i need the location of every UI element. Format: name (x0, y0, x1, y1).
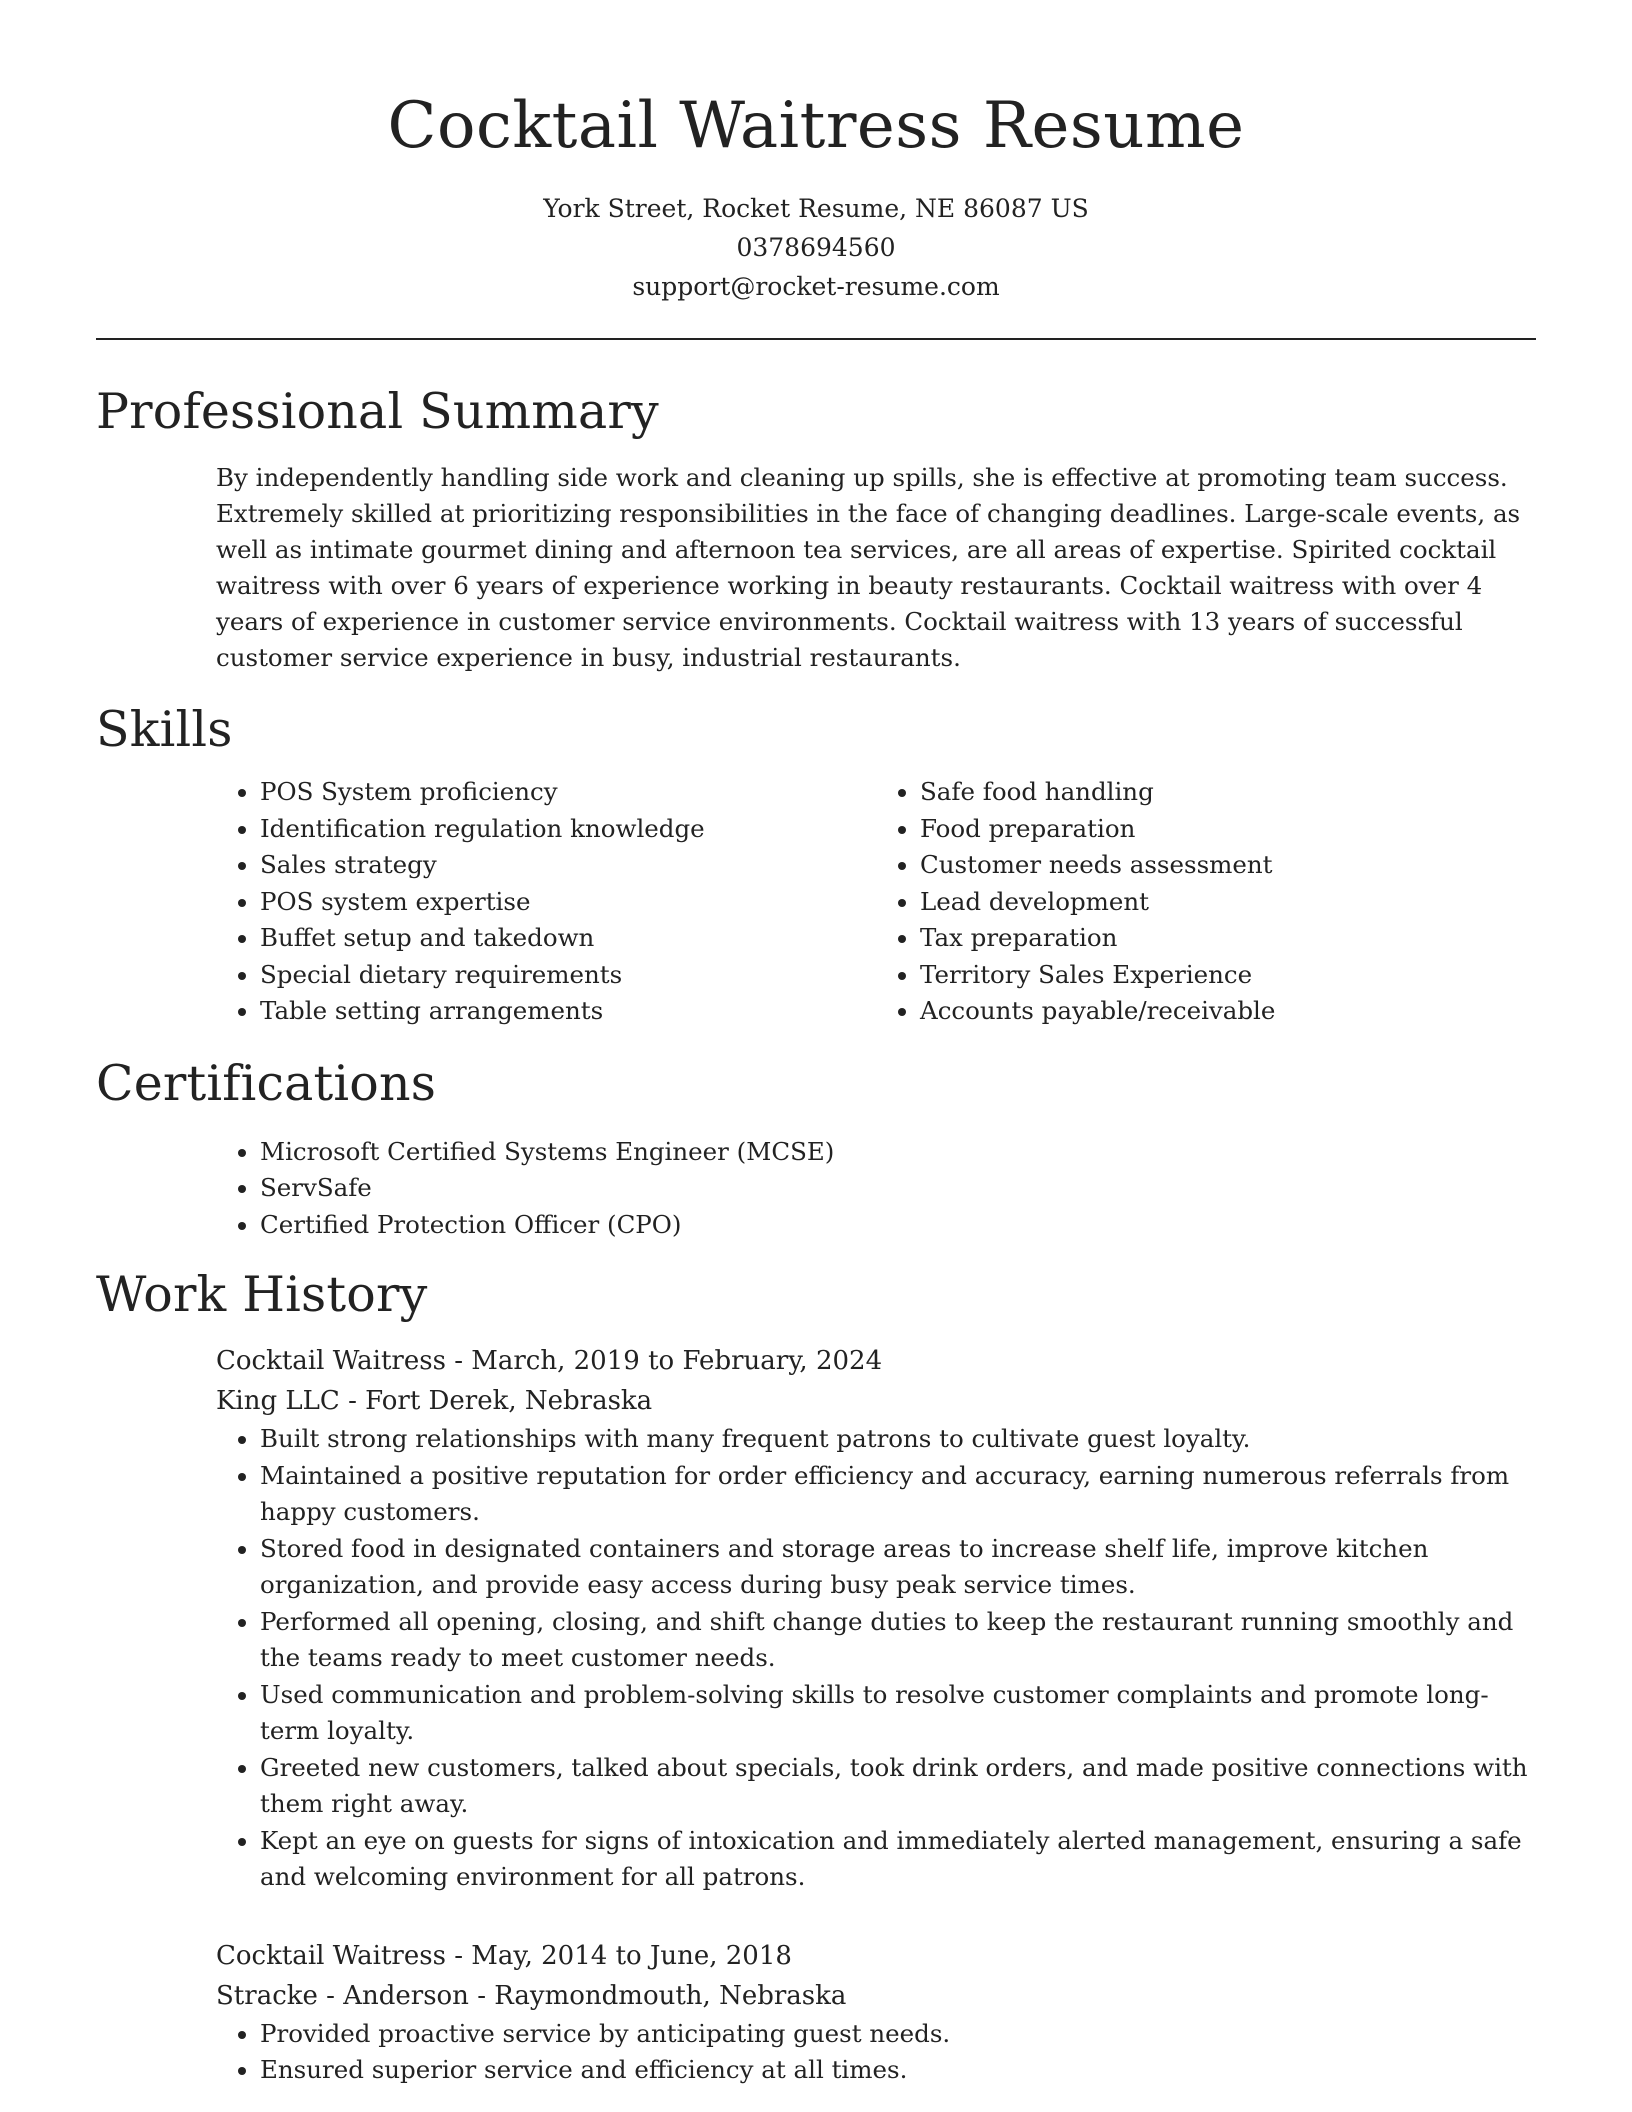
certifications-list (216, 1134, 1536, 1244)
job-entry (216, 1936, 1536, 2089)
skill-item: • POS System proficiency (260, 774, 876, 811)
skills-list-right (876, 774, 1536, 1030)
skill-item: • Table setting arrangements (260, 993, 876, 1030)
resume-page (96, 0, 1536, 2089)
skills-columns (216, 774, 1536, 1030)
skill-item: • Lead development (920, 884, 1536, 921)
certifications-heading: Certifications (96, 1054, 437, 1112)
job-duty: • Built strong relationships with many frequent patrons to cultivate guest loyalty. (260, 1421, 1536, 1458)
skill-item: • Sales strategy (260, 847, 876, 884)
job-duty: • Maintained a positive reputation for order efficiency and accuracy, earning numerous referrals from happy customers. (260, 1458, 1536, 1531)
job-company-line: Stracke - Anderson - Raymondmouth, Nebraska (216, 1980, 847, 2011)
job-duty: • Stored food in designated containers and storage areas to increase shelf life, improve kitchen organization, and provide easy access during busy peak service times. (260, 1531, 1536, 1604)
summary-text: By independently handling side work and cleaning up spills, she is effective at promoting team success. Extremely skilled at prioritizing responsibilities in the face of changing deadlines. Large-scale events, as well as intimate gourmet dining and afternoon tea services, are all areas of expertise. Spirited cocktail waitress with over 6 years of experience working in beauty restaurants. Cocktail waitress with over 4 years of experience in customer service environments. Cocktail waitress with 13 years of successful customer service experience in busy, industrial restaurants. (216, 463, 1521, 672)
skill-item: • Food preparation (920, 811, 1536, 848)
certification-item: • Certified Protection Officer (CPO) (260, 1207, 1536, 1244)
skill-item: • Accounts payable/receivable (920, 993, 1536, 1030)
job-duties-list (216, 1421, 1536, 1896)
contact-phone: 0378694560 (736, 233, 896, 262)
job-duty: • Greeted new customers, talked about specials, took drink orders, and made positive connections with them right away. (260, 1750, 1536, 1823)
job-duty: • Performed all opening, closing, and shift change duties to keep the restaurant running smoothly and the teams ready to meet customer needs. (260, 1604, 1536, 1677)
contact-block (96, 189, 1536, 306)
job-duties-list (216, 2016, 1536, 2089)
skill-item: • Special dietary requirements (260, 957, 876, 994)
contact-email: support@rocket-resume.com (632, 272, 1000, 301)
summary-heading: Professional Summary (96, 383, 659, 440)
skill-item: • Identification regulation knowledge (260, 811, 876, 848)
contact-address: York Street, Rocket Resume, NE 86087 US (543, 194, 1089, 223)
job-duty: • Provided proactive service by anticipating guest needs. (260, 2016, 1536, 2053)
header-divider (96, 338, 1536, 340)
job-duty: • Kept an eye on guests for signs of intoxication and immediately alerted management, ensuring a safe and welcoming environment for all patrons. (260, 1823, 1536, 1896)
skill-item: • Tax preparation (920, 920, 1536, 957)
job-company-line: King LLC - Fort Derek, Nebraska (216, 1386, 653, 1416)
certification-item: • ServSafe (260, 1170, 1536, 1207)
job-entry (216, 1341, 1536, 1896)
work-history-heading: Work History (96, 1266, 428, 1323)
skills-heading: Skills (96, 701, 233, 758)
skill-item: • Customer needs assessment (920, 847, 1536, 884)
job-duty: • Used communication and problem-solving skills to resolve customer complaints and promote long-term loyalty. (260, 1677, 1536, 1750)
job-duty: • Ensured superior service and efficiency at all times. (260, 2052, 1536, 2089)
skills-list-left (216, 774, 876, 1030)
skill-item: • POS system expertise (260, 884, 876, 921)
certifications-block (216, 1134, 1536, 1244)
skill-item: • Safe food handling (920, 774, 1536, 811)
skill-item: • Buffet setup and takedown (260, 920, 876, 957)
resume-title: Cocktail Waitress Resume (387, 89, 1245, 163)
skill-item: • Territory Sales Experience (920, 957, 1536, 994)
job-title-line: Cocktail Waitress - May, 2014 to June, 2018 (216, 1940, 792, 1971)
job-title-line: Cocktail Waitress - March, 2019 to February, 2024 (216, 1346, 883, 1376)
certification-item: • Microsoft Certified Systems Engineer (MCSE) (260, 1134, 1536, 1171)
